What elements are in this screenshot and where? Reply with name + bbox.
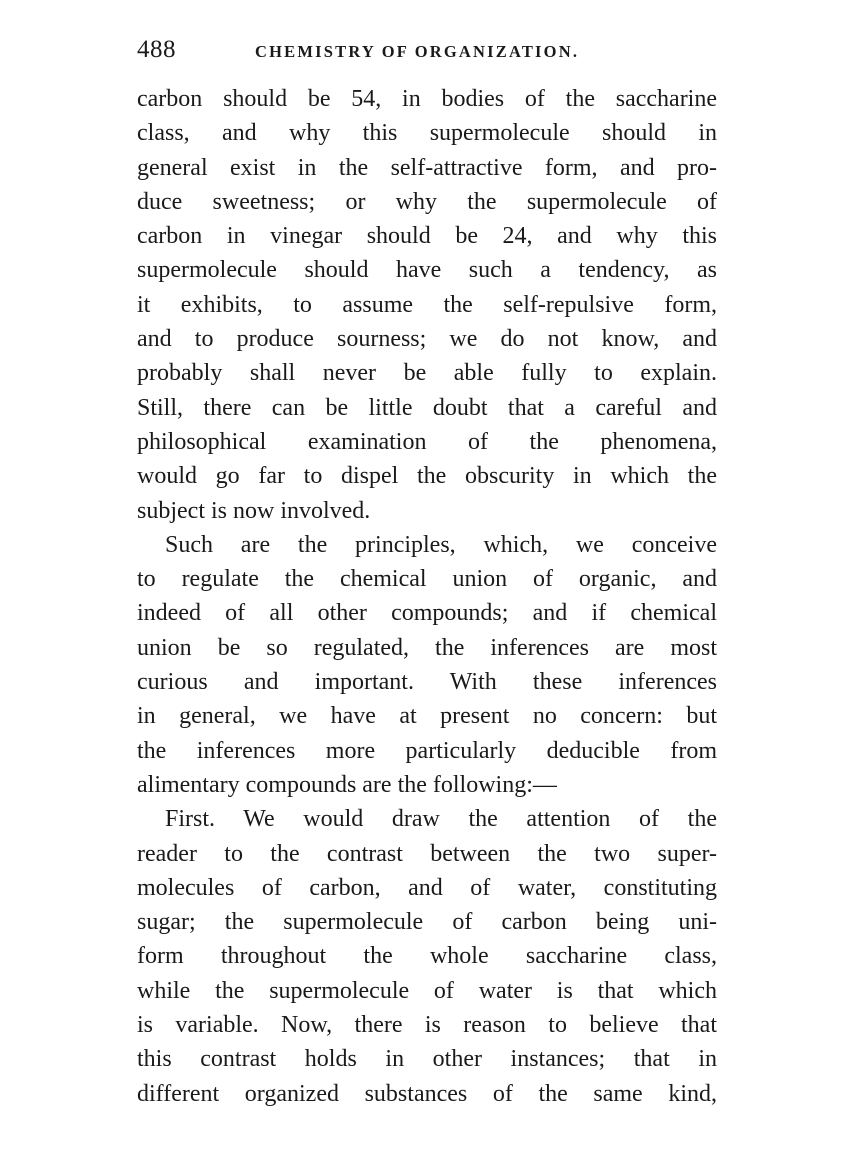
text-line: supermolecule should have such a tendency, as [137,257,717,284]
text-line: in general, we have at present no concern: but [137,703,717,730]
text-line: union be so regulated, the inferences are most [137,634,717,661]
body-text [137,82,717,1111]
paragraph-first-line: Such are the principles, which, we conceive [165,531,717,558]
text-line: is variable. Now, there is reason to believe that [137,1012,717,1039]
text-line: probably shall never be able fully to explain. [137,360,717,387]
text-line: general exist in the self-attractive form, and pro- [137,154,717,181]
text-line: Still, there can be little doubt that a careful and [137,394,717,421]
text-line: while the supermolecule of water is that which [137,977,717,1004]
running-title: CHEMISTRY OF ORGANIZATION. [255,42,580,61]
paragraph-end-line: subject is now involved. [137,497,371,524]
paragraph-first-line: First. We would draw the attention of the [165,806,717,833]
text-line: sugar; the supermolecule of carbon being uni- [137,909,717,936]
text-line: the inferences more particularly deducible from [137,737,717,764]
running-head [137,36,717,70]
page-number: 488 [137,36,176,63]
text-line: to regulate the chemical union of organic, and [137,566,717,593]
text-line: form throughout the whole saccharine class, [137,943,717,970]
text-line: reader to the contrast between the two super- [137,840,717,867]
text-line: duce sweetness; or why the supermolecule of [137,188,717,215]
text-line: it exhibits, to assume the self-repulsive form, [137,291,717,318]
text-line: indeed of all other compounds; and if chemical [137,600,717,627]
text-line: curious and important. With these inferences [137,669,717,696]
text-line: molecules of carbon, and of water, constituting [137,874,717,901]
text-line: class, and why this supermolecule should in [137,120,717,147]
text-line: and to produce sourness; we do not know, and [137,326,717,353]
text-line: different organized substances of the same kind, [137,1080,717,1107]
text-line: this contrast holds in other instances; that in [137,1046,717,1073]
text-line: philosophical examination of the phenomena, [137,428,717,455]
paragraph-end-line: alimentary compounds are the following:— [137,771,557,798]
text-line: would go far to dispel the obscurity in which the [137,463,717,490]
text-line: carbon should be 54, in bodies of the saccharine [137,86,717,112]
text-line: carbon in vinegar should be 24, and why this [137,223,717,250]
